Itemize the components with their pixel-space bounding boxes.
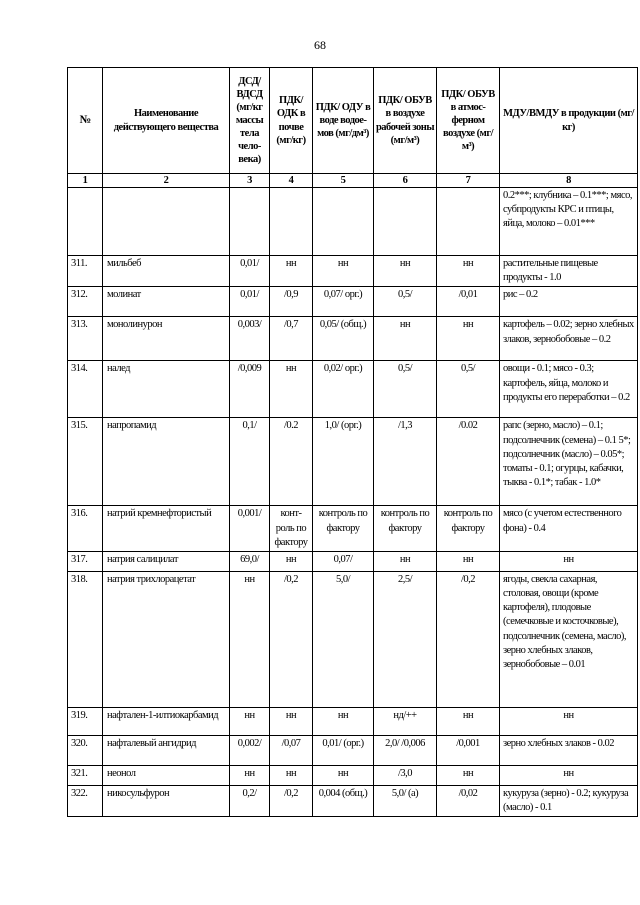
row-number-cell: 320. xyxy=(68,735,103,765)
water-cell: 0,01/ (орг.) xyxy=(313,735,374,765)
mdu-cell: нн xyxy=(500,765,638,785)
mdu-cell: картофель – 0.02; зерно хлебных злаков, зернобобовые – 0.2 xyxy=(500,317,638,361)
work-air-cell: /1,3 xyxy=(374,418,437,506)
substance-name-cell: нафтален-1-илтиокарбамид xyxy=(103,707,230,735)
table-row xyxy=(68,418,638,506)
soil-cell: /0,07 xyxy=(270,735,313,765)
table-row xyxy=(68,571,638,707)
work-air-cell: 0,5/ xyxy=(374,361,437,418)
atm-air-cell: /0.02 xyxy=(437,418,500,506)
mdu-cell: зерно хлебных злаков - 0.02 xyxy=(500,735,638,765)
dsd-cell: 0,01/ xyxy=(230,256,270,287)
dsd-cell: нн xyxy=(230,765,270,785)
dsd-cell: 0,001/ xyxy=(230,506,270,552)
mdu-cell: рапс (зерно, масло) – 0.1; подсолнечник (семена) – 0.1 5*; подсолнечник (масло) – 0.05*; томаты - 0.1; огурцы, кабачки, тыква - 0.1*; табак - 1.0* xyxy=(500,418,638,506)
dsd-cell: 0,01/ xyxy=(230,287,270,317)
row-number-cell xyxy=(68,188,103,256)
water-cell xyxy=(313,188,374,256)
soil-cell: нн xyxy=(270,361,313,418)
atm-air-cell: нн xyxy=(437,256,500,287)
soil-cell: нн xyxy=(270,765,313,785)
water-cell: 0,004 (общ.) xyxy=(313,785,374,816)
substance-name-cell: натрия трихлорацетат xyxy=(103,571,230,707)
work-air-cell xyxy=(374,188,437,256)
substance-name-cell: никосульфурон xyxy=(103,785,230,816)
mdu-cell: овощи - 0.1; мясо - 0.3; картофель, яйца, молоко и продукты его переработки – 0.2 xyxy=(500,361,638,418)
header-water: ПДК/ ОДУ в воде водое-мов (мг/дм³) xyxy=(313,68,374,174)
work-air-cell: 5,0/ (а) xyxy=(374,785,437,816)
column-number: 5 xyxy=(313,174,374,188)
water-cell: 0,07/ xyxy=(313,551,374,571)
work-air-cell: контроль по фактору xyxy=(374,506,437,552)
dsd-cell: нн xyxy=(230,571,270,707)
dsd-cell: нн xyxy=(230,707,270,735)
substance-name-cell: натрия салицилат xyxy=(103,551,230,571)
substance-name-cell: монолинурон xyxy=(103,317,230,361)
header-dsd: ДСД/ ВДСД (мг/кг массы тела чело-века) xyxy=(230,68,270,174)
header-number: № xyxy=(68,68,103,174)
row-number-cell: 321. xyxy=(68,765,103,785)
mdu-cell: кукуруза (зерно) - 0.2; кукуруза (масло) - 0.1 xyxy=(500,785,638,816)
dsd-cell: 0,002/ xyxy=(230,735,270,765)
column-number: 8 xyxy=(500,174,638,188)
table-row xyxy=(68,256,638,287)
atm-air-cell: нн xyxy=(437,551,500,571)
row-number-cell: 319. xyxy=(68,707,103,735)
water-cell: 1,0/ (орг.) xyxy=(313,418,374,506)
substance-name-cell xyxy=(103,188,230,256)
atm-air-cell: нн xyxy=(437,317,500,361)
column-number: 3 xyxy=(230,174,270,188)
work-air-cell: 2,0/ /0,006 xyxy=(374,735,437,765)
atm-air-cell xyxy=(437,188,500,256)
header-mdu: МДУ/ВМДУ в продукции (мг/кг) xyxy=(500,68,638,174)
substance-name-cell: мильбеб xyxy=(103,256,230,287)
soil-cell: нн xyxy=(270,707,313,735)
header-substance-name: Наименование действующего вещества xyxy=(103,68,230,174)
substance-name-cell: напропамид xyxy=(103,418,230,506)
dsd-cell: 0,2/ xyxy=(230,785,270,816)
column-number: 1 xyxy=(68,174,103,188)
header-work-air: ПДК/ ОБУВ в воздухе рабочей зоны (мг/м³) xyxy=(374,68,437,174)
table-row xyxy=(68,765,638,785)
table-row xyxy=(68,707,638,735)
dsd-cell xyxy=(230,188,270,256)
table-row xyxy=(68,735,638,765)
mdu-cell: ягоды, свекла сахарная, столовая, овощи (кроме картофеля), плодовые (семечковые и косточковые), подсолнечник (семена, масло), зерно хлебных злаков, зернобобовые – 0.01 xyxy=(500,571,638,707)
row-number-cell: 315. xyxy=(68,418,103,506)
substance-name-cell: нафталевый ангидрид xyxy=(103,735,230,765)
mdu-cell: мясо (с учетом естественного фона) - 0.4 xyxy=(500,506,638,552)
mdu-cell: нн xyxy=(500,551,638,571)
water-cell: 0,05/ (общ.) xyxy=(313,317,374,361)
dsd-cell: /0,009 xyxy=(230,361,270,418)
table-row xyxy=(68,506,638,552)
atm-air-cell: нн xyxy=(437,707,500,735)
row-number-cell: 314. xyxy=(68,361,103,418)
soil-cell: /0,2 xyxy=(270,785,313,816)
water-cell: нн xyxy=(313,256,374,287)
column-number: 2 xyxy=(103,174,230,188)
row-number-cell: 317. xyxy=(68,551,103,571)
table-row xyxy=(68,287,638,317)
page-number: 68 xyxy=(314,38,326,52)
dsd-cell: 0,003/ xyxy=(230,317,270,361)
table-body xyxy=(68,188,638,817)
work-air-cell: нн xyxy=(374,317,437,361)
work-air-cell: /3,0 xyxy=(374,765,437,785)
water-cell: 0,02/ орг.) xyxy=(313,361,374,418)
work-air-cell: нд/++ xyxy=(374,707,437,735)
mdu-cell: 0.2***; клубника – 0.1***; мясо, субпродукты КРС и птицы, яйца, молоко – 0.01*** xyxy=(500,188,638,256)
atm-air-cell: /0,001 xyxy=(437,735,500,765)
substance-name-cell: молинат xyxy=(103,287,230,317)
mdu-cell: рис – 0.2 xyxy=(500,287,638,317)
table-row xyxy=(68,785,638,816)
table-row xyxy=(68,317,638,361)
soil-cell: /0,2 xyxy=(270,571,313,707)
substance-name-cell: налед xyxy=(103,361,230,418)
dsd-cell: 0,1/ xyxy=(230,418,270,506)
header-row xyxy=(68,68,638,174)
soil-cell: /0,7 xyxy=(270,317,313,361)
row-number-cell: 318. xyxy=(68,571,103,707)
row-number-cell: 312. xyxy=(68,287,103,317)
header-soil: ПДК/ ОДК в почве (мг/кг) xyxy=(270,68,313,174)
soil-cell: конт-роль по фактору xyxy=(270,506,313,552)
substance-name-cell: натрий кремнефтористый xyxy=(103,506,230,552)
soil-cell xyxy=(270,188,313,256)
header-numbers-row xyxy=(68,174,638,188)
water-cell: нн xyxy=(313,765,374,785)
work-air-cell: 0,5/ xyxy=(374,287,437,317)
row-number-cell: 322. xyxy=(68,785,103,816)
table-row xyxy=(68,188,638,256)
dsd-cell: 69,0/ xyxy=(230,551,270,571)
pesticide-table xyxy=(67,67,638,817)
row-number-cell: 311. xyxy=(68,256,103,287)
water-cell: 0,07/ орг.) xyxy=(313,287,374,317)
water-cell: нн xyxy=(313,707,374,735)
substance-name-cell: неонол xyxy=(103,765,230,785)
atm-air-cell: нн xyxy=(437,765,500,785)
water-cell: контроль по фактору xyxy=(313,506,374,552)
atm-air-cell: /0,01 xyxy=(437,287,500,317)
water-cell: 5,0/ xyxy=(313,571,374,707)
atm-air-cell: /0,02 xyxy=(437,785,500,816)
soil-cell: нн xyxy=(270,551,313,571)
column-number: 7 xyxy=(437,174,500,188)
row-number-cell: 316. xyxy=(68,506,103,552)
mdu-cell: растительные пищевые продукты - 1.0 xyxy=(500,256,638,287)
soil-cell: /0.2 xyxy=(270,418,313,506)
header-atm-air: ПДК/ ОБУВ в атмос-ферном воздухе (мг/м³) xyxy=(437,68,500,174)
row-number-cell: 313. xyxy=(68,317,103,361)
atm-air-cell: /0,2 xyxy=(437,571,500,707)
atm-air-cell: контроль по фактору xyxy=(437,506,500,552)
mdu-cell: нн xyxy=(500,707,638,735)
column-number: 4 xyxy=(270,174,313,188)
work-air-cell: нн xyxy=(374,256,437,287)
soil-cell: нн xyxy=(270,256,313,287)
soil-cell: /0,9 xyxy=(270,287,313,317)
work-air-cell: нн xyxy=(374,551,437,571)
work-air-cell: 2,5/ xyxy=(374,571,437,707)
table-row xyxy=(68,551,638,571)
atm-air-cell: 0,5/ xyxy=(437,361,500,418)
table-row xyxy=(68,361,638,418)
column-number: 6 xyxy=(374,174,437,188)
